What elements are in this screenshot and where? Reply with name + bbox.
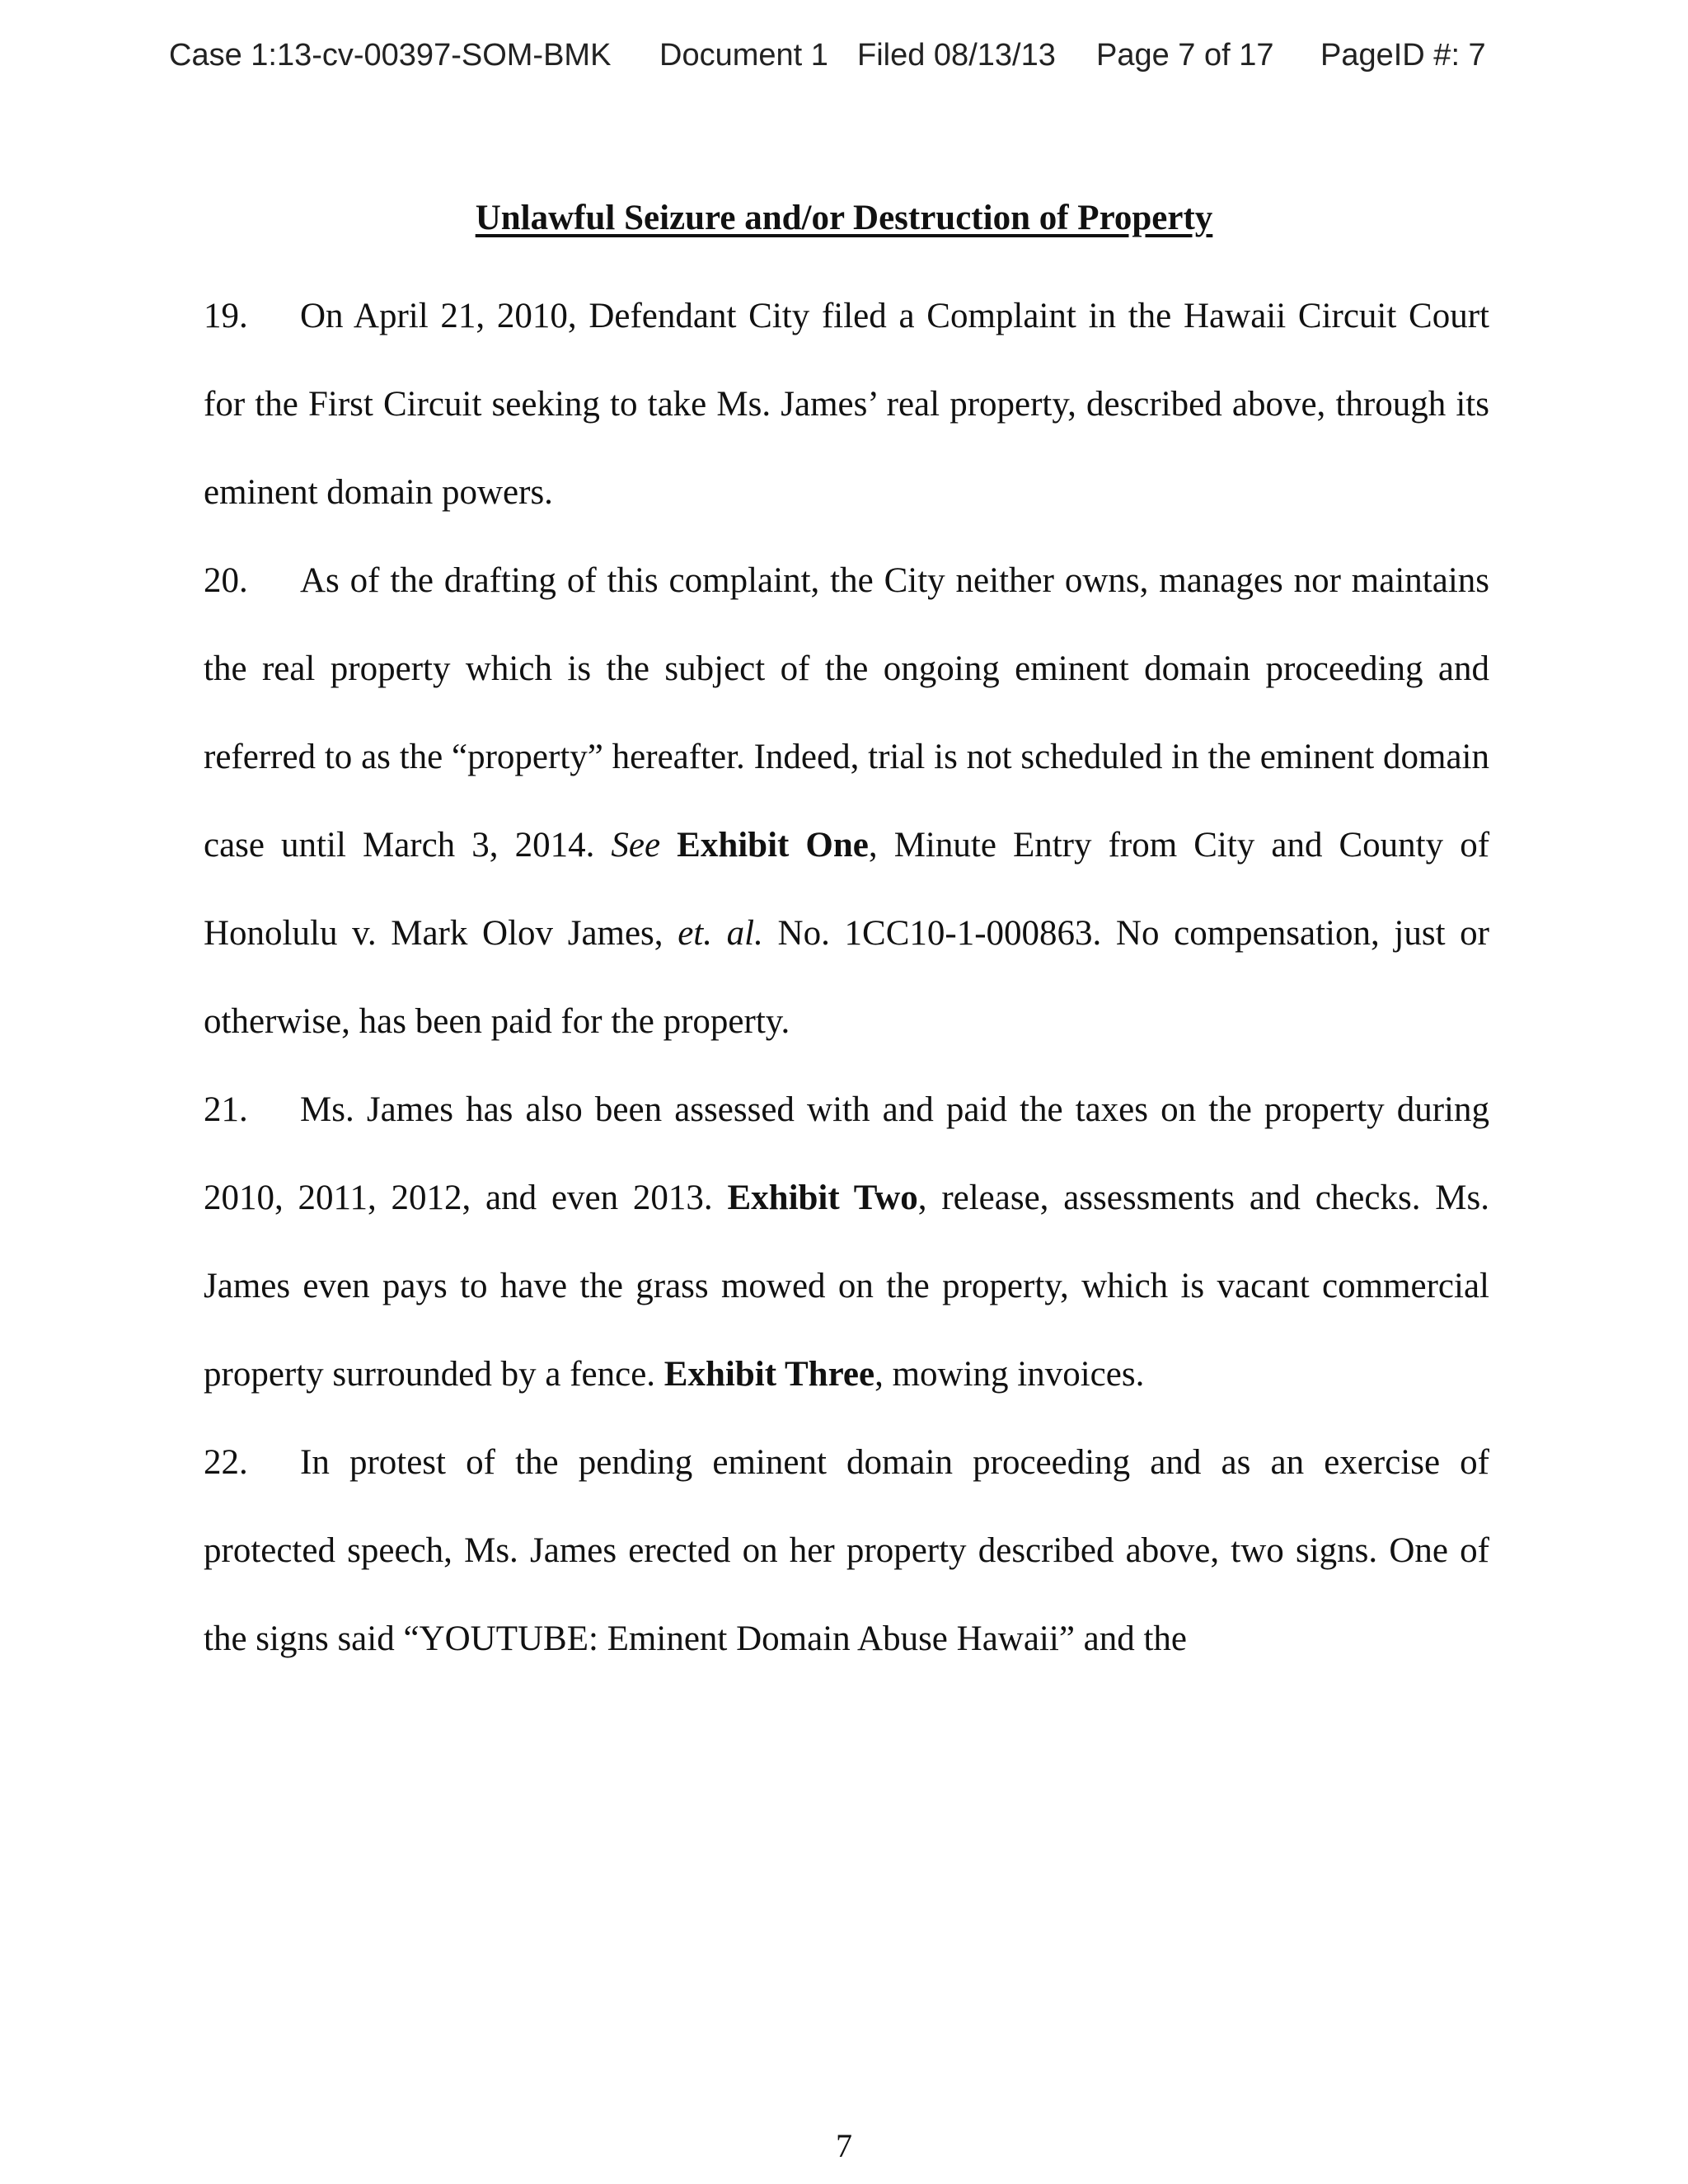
page-count: Page 7 of 17 <box>1096 38 1274 73</box>
exhibit-reference: Exhibit Two <box>727 1179 918 1217</box>
paragraph-text: As of the drafting of this complaint, the City neither owns, manages nor maintains the real property which is the subject of the ongoing eminent domain proceeding and referred to as the “property” hereafter. Indeed, trial is not scheduled in the eminent domain case until March 3, 2014. <box>204 561 1489 865</box>
exhibit-reference: Exhibit One <box>677 826 869 865</box>
paragraph-text: On April 21, 2010, Defendant City filed a Complaint in the Hawaii Circuit Court for the First Circuit seeking to take Ms. James’ real property, described above, through its eminent domain powers. <box>204 297 1489 512</box>
paragraph-20 <box>204 537 1489 1066</box>
section-title <box>0 198 1688 238</box>
paragraph-text: In protest of the pending eminent domain proceeding and as an exercise of protected speech, Ms. James erected on her property described above, two signs. One of the signs said “YOUTUBE: Eminent Domain Abuse Hawaii” and the <box>204 1443 1489 1658</box>
page-id: PageID #: 7 <box>1320 38 1486 73</box>
case-number: Case 1:13-cv-00397-SOM-BMK <box>169 38 612 73</box>
paragraph-number: 20. <box>204 561 248 600</box>
document-number: Document 1 <box>659 38 828 73</box>
document-body <box>204 272 1489 1683</box>
citation-signal: See <box>611 826 661 865</box>
section-title-text: Unlawful Seizure and/or Destruction of Property <box>475 199 1213 237</box>
paragraph-text: , Minute Entry from City and County of Honolulu v. Mark Olov James, <box>204 826 1490 953</box>
paragraph-text: Ms. James has also been assessed with and paid the taxes on the property during 2010, 2011, 2012, and even 2013. <box>204 1090 1489 1217</box>
filed-date: Filed 08/13/13 <box>857 38 1056 73</box>
paragraph-22 <box>204 1418 1489 1683</box>
page-number: 7 <box>836 2127 852 2164</box>
paragraph-number: 22. <box>204 1443 248 1482</box>
paragraph-number: 21. <box>204 1090 248 1129</box>
paragraph-text: , release, assessments and checks. Ms. James even pays to have the grass mowed on the property, which is vacant commercial property surrounded by a fence. <box>204 1179 1489 1394</box>
exhibit-reference: Exhibit Three <box>663 1355 875 1394</box>
paragraph-21 <box>204 1066 1489 1418</box>
paragraph-text: No. 1CC10-1-000863. No compensation, just or otherwise, has been paid for the property. <box>204 914 1490 1041</box>
paragraph-text: , mowing invoices. <box>874 1355 1145 1394</box>
paragraph-19 <box>204 272 1489 537</box>
et-al-text: et. al. <box>678 914 763 953</box>
paragraph-number: 19. <box>204 297 248 335</box>
